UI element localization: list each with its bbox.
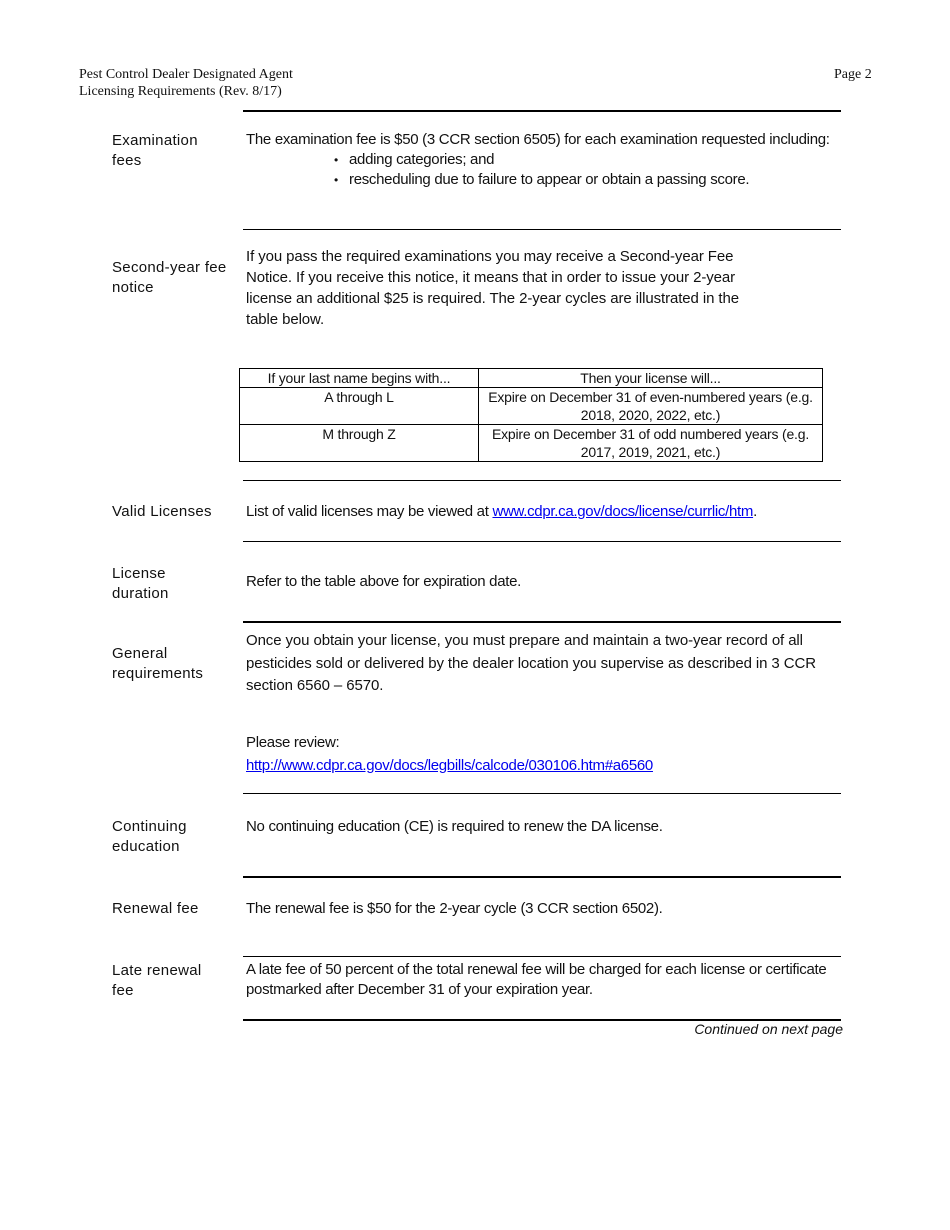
- late-renewal-fee-label: Late renewal fee: [112, 962, 202, 999]
- exam-fees-body: [246, 130, 846, 190]
- continued-note: Continued on next page: [694, 1021, 843, 1037]
- table-cell: Expire on December 31 of even-numbered years (e.g. 2018, 2020, 2022, etc.): [479, 388, 823, 425]
- header-title-line1: Pest Control Dealer Designated Agent: [79, 67, 293, 82]
- divider: [243, 541, 841, 542]
- table-row: [240, 425, 823, 462]
- column-header: Then your license will...: [479, 369, 823, 388]
- renewal-fee-label: Renewal fee: [112, 900, 199, 917]
- table-cell: M through Z: [240, 425, 479, 462]
- renewal-fee-text: The renewal fee is $50 for the 2-year cycle (3 CCR section 6502).: [246, 900, 663, 917]
- list-item: • adding categories; and: [334, 150, 846, 170]
- license-duration-label: License duration: [112, 565, 169, 602]
- header-title-line2: Licensing Requirements (Rev. 8/17): [79, 84, 282, 99]
- valid-licenses-link[interactable]: www.cdpr.ca.gov/docs/license/currlic/htm: [492, 503, 754, 520]
- divider: [243, 229, 841, 230]
- table-cell: A through L: [240, 388, 479, 425]
- table-row: [240, 388, 823, 425]
- second-year-label: Second-year fee notice: [112, 259, 227, 296]
- second-year-text: If you pass the required examinations you may receive a Second-year Fee Notice. If you receive this notice, it means that in order to issue your 2-year license an additional $25 is required. The 2-year cycles are illustrated in the table below.: [246, 248, 739, 328]
- license-duration-text: Refer to the table above for expiration date.: [246, 573, 522, 590]
- divider: [243, 956, 841, 957]
- general-review: [246, 732, 846, 777]
- divider: [243, 110, 841, 112]
- exam-fees-label: Examination fees: [112, 132, 198, 169]
- exam-fees-text: The examination fee is $50 (3 CCR section 6505) for each examination requested including:: [246, 131, 830, 148]
- calcode-link[interactable]: http://www.cdpr.ca.gov/docs/legbills/calcode/030106.htm#a6560: [246, 756, 653, 774]
- valid-licenses-period: .: [753, 503, 757, 520]
- table-cell: Expire on December 31 of odd numbered years (e.g. 2017, 2019, 2021, etc.): [479, 425, 823, 462]
- general-review-label: Please review:: [246, 734, 340, 751]
- license-cycle-table: [239, 368, 823, 462]
- late-renewal-fee-text: A late fee of 50 percent of the total renewal fee will be charged for each license or certificate postmarked after December 31 of your expiration year.: [246, 961, 827, 998]
- continuing-education-label: Continuing education: [112, 818, 187, 855]
- divider: [243, 480, 841, 481]
- table-header-row: [240, 369, 823, 388]
- document-header: [79, 66, 293, 100]
- valid-licenses-label: Valid Licenses: [112, 503, 212, 520]
- general-requirements-text: Once you obtain your license, you must prepare and maintain a two-year record of all pesticides sold or delivered by the dealer location you supervise as described in 3 CCR section 6560 – 6570.: [246, 632, 816, 694]
- divider: [243, 621, 841, 623]
- valid-licenses-body: [246, 501, 846, 522]
- column-header: If your last name begins with...: [240, 369, 479, 388]
- general-requirements-label: General requirements: [112, 645, 204, 682]
- divider: [243, 876, 841, 878]
- valid-licenses-text: List of valid licenses may be viewed at: [246, 503, 493, 520]
- continuing-education-text: No continuing education (CE) is required to renew the DA license.: [246, 818, 663, 835]
- divider: [243, 793, 841, 794]
- list-item: • rescheduling due to failure to appear or obtain a passing score.: [334, 170, 846, 190]
- exam-fees-bullets: [246, 150, 846, 190]
- page-number: Page 2: [834, 67, 872, 82]
